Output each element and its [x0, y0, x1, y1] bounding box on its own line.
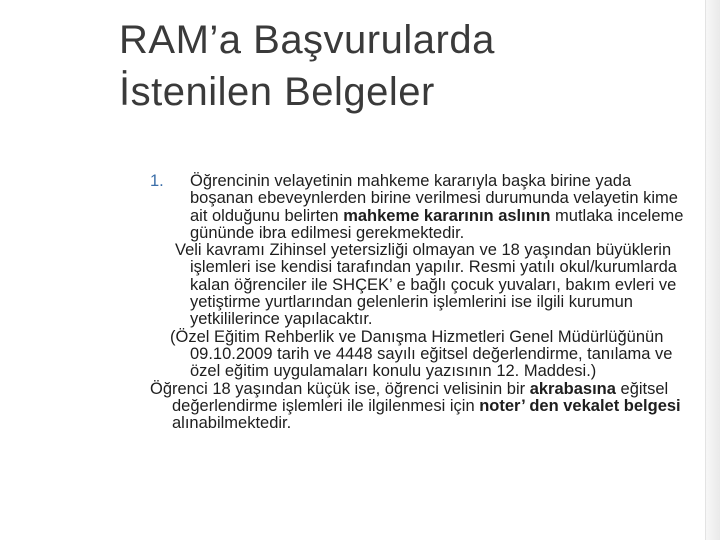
list-item-1 — [150, 173, 690, 242]
para4-bold-a: akrabasına — [529, 379, 616, 398]
title-line-1: RAM’a Başvurularda — [119, 18, 495, 62]
para4-text-c: alınabilmektedir. — [172, 414, 292, 433]
para4-text-a: Öğrenci 18 yaşından küçük ise, öğrenci velisinin bir — [150, 379, 530, 398]
item1-text-a: Öğrencinin velayetinin mahkeme kararıyla başka birine yada boşanan ebeveynlerden birine verilmesi durumunda velayetin kime ait olduğunu belirten — [190, 172, 678, 225]
slide-body — [150, 173, 690, 432]
paragraph-akraba — [150, 381, 690, 433]
item1-text-b: mutlaka inceleme gününde ibra edilmesi gerekmektedir. — [190, 206, 684, 242]
slide-decoration-strip — [706, 0, 720, 540]
list-number: 1. — [150, 172, 164, 190]
title-line-2: İstenilen Belgeler — [119, 70, 435, 114]
slide-title — [119, 14, 679, 118]
item1-text-bold: mahkeme kararının aslının — [343, 206, 551, 225]
para4-bold-b: noter’ den vekalet belgesi — [479, 396, 681, 415]
paragraph-veli: Veli kavramı Zihinsel yetersizliği olmayan ve 18 yaşından büyüklerin işlemleri ise kendisi tarafından yapılır. Resmi yatılı okul/kurumlarda kalan öğrenciler ile SHÇEK’ e bağlı çocuk yuvaları, bakım evleri ve yetiştirme yurtlarından gelenlerin işlemlerini ise ilgili kurumun yetkililerince yapılacaktır. — [175, 241, 677, 329]
para4-text-b: eğitsel değerlendirme işlemleri ile ilgilenmesi için — [172, 379, 669, 415]
paragraph-reference: (Özel Eğitim Rehberlik ve Danışma Hizmetleri Genel Müdürlüğünün 09.10.2009 tarih ve 4448 sayılı eğitsel değerlendirme, tanılama ve özel eğitim uygulamaları konulu yazısının 12. Maddesi.) — [170, 327, 673, 381]
